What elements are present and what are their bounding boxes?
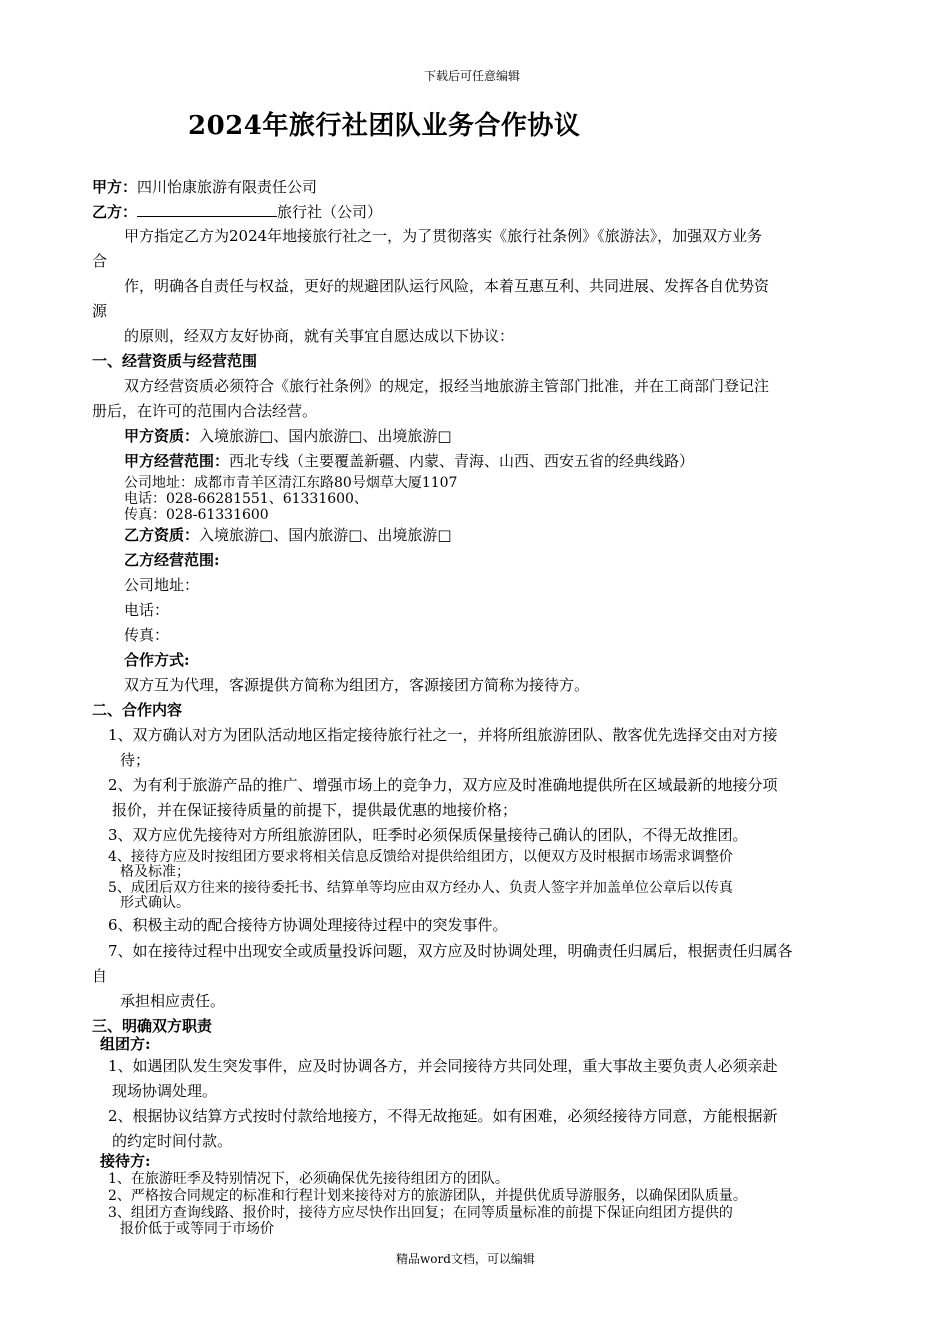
party-a-line (92, 176, 317, 197)
section2-item: 3、双方应优先接待对方所组旅游团队，旺季时必须保质保量接待己确认的团队，不得无故推团。 (108, 826, 748, 844)
b-qualification-value: 入境旅游□、国内旅游□、出境旅游□ (199, 526, 452, 544)
organizer-item: 的约定时间付款。 (112, 1132, 233, 1150)
document-title: 2024年旅行社团队业务合作协议 (188, 111, 581, 141)
section1-para: 册后，在许可的范围内合法经营。 (92, 402, 318, 420)
a-scope (124, 450, 694, 471)
intro-line: 作，明确各自责任与权益，更好的规避团队运行风险，本着互惠互利、共同进展、发挥各自优势资 (124, 277, 770, 295)
b-scope-label: 乙方经营范围: (124, 551, 220, 569)
intro-line: 甲方指定乙方为2024年地接旅行社之一，为了贯彻落实《旅行社条例》《旅游法》，加强双方业务 (124, 227, 763, 245)
section2-item: 1、双方确认对方为团队活动地区指定接待旅行社之一，并将所组旅游团队、散客优先选择交由对方接 (108, 726, 778, 744)
section2-item: 5、成团后双方往来的接待委托书、结算单等均应由双方经办人、负责人签字并加盖单位公章后以传真 (108, 880, 733, 896)
a-phone: 电话：028-66281551、61331600、 (124, 491, 368, 507)
receiver-item: 1、在旅游旺季及特别情况下，必须确保优先接待组团方的团队。 (108, 1171, 509, 1187)
section2-item: 4、接待方应及时按组团方要求将相关信息反馈给对提供给组团方，以便双方及时根据市场需求调整价 (108, 849, 733, 865)
section2-item: 7、如在接待过程中出现安全或质量投诉问题，双方应及时协调处理，明确责任归属后，根据责任归属各 (108, 942, 793, 960)
a-address: 公司地址：成都市青羊区清江东路80号烟草大厦1107 (124, 475, 458, 491)
intro-line: 的原则，经双方友好协商，就有关事宜自愿达成以下协议： (124, 327, 515, 345)
section1-para: 双方经营资质必须符合《旅行社条例》的规定，报经当地旅游主管部门批准，并在工商部门登记注 (124, 377, 770, 395)
cooperation-label: 合作方式: (124, 651, 190, 669)
section2-item: 自 (92, 967, 108, 985)
party-b-line (92, 201, 382, 222)
b-phone: 电话： (124, 601, 170, 619)
b-fax: 传真： (124, 626, 170, 644)
section2-item: 形式确认。 (120, 895, 190, 911)
a-qualification-label: 甲方资质： (124, 427, 200, 445)
party-a-value: 四川怡康旅游有限责任公司 (137, 178, 318, 196)
organizer-label: 组团方: (100, 1035, 151, 1053)
section2-item: 承担相应责任。 (120, 992, 226, 1010)
receiver-label: 接待方: (100, 1152, 151, 1170)
section2-item: 6、积极主动的配合接待方协调处理接待过程中的突发事件。 (108, 916, 508, 934)
section3-heading: 三、明确双方职责 (92, 1017, 213, 1035)
intro-line: 合 (92, 252, 108, 270)
a-qualification (124, 425, 452, 446)
header-note: 下载后可任意编辑 (424, 69, 521, 83)
organizer-item: 2、根据协议结算方式按时付款给地接方，不得无故拖延。如有困难，必须经接待方同意，方能根据新 (108, 1107, 778, 1125)
organizer-item: 现场协调处理。 (112, 1082, 218, 1100)
footer-note: 精品word文档，可以编辑 (396, 1252, 535, 1266)
section2-item: 待； (120, 751, 151, 769)
a-scope-label: 甲方经营范围： (124, 452, 230, 470)
party-b-blank (137, 202, 277, 217)
organizer-item: 1、如遇团队发生突发事件，应及时协调各方，并会同接待方共同处理，重大事故主要负责人必须亲赴 (108, 1057, 778, 1075)
receiver-item: 3、组团方查询线路、报价时，接待方应尽快作出回复；在同等质量标准的前提下保证向组团方提供的 (108, 1205, 733, 1221)
section1-heading: 一、经营资质与经营范围 (92, 352, 258, 370)
b-qualification-label: 乙方资质： (124, 526, 200, 544)
party-a-label: 甲方： (92, 178, 138, 196)
receiver-item: 2、严格按合同规定的标准和行程计划来接待对方的旅游团队，并提供优质导游服务，以确保团队质量。 (108, 1188, 747, 1204)
section2-item: 2、为有利于旅游产品的推广、增强市场上的竞争力，双方应及时准确地提供所在区域最新的地接分项 (108, 776, 778, 794)
cooperation-text: 双方互为代理，客源提供方简称为组团方，客源接团方简称为接待方。 (124, 676, 590, 694)
a-scope-value: 西北专线（主要覆盖新疆、内蒙、青海、山西、西安五省的经典线路） (229, 452, 695, 470)
receiver-item: 报价低于或等同于市场价 (120, 1221, 274, 1237)
b-address: 公司地址： (124, 576, 200, 594)
intro-line: 源 (92, 302, 108, 320)
a-qualification-value: 入境旅游□、国内旅游□、出境旅游□ (199, 427, 452, 445)
b-qualification (124, 524, 452, 545)
a-fax: 传真：028-61331600 (124, 507, 269, 523)
party-b-label: 乙方： (92, 203, 138, 221)
section2-heading: 二、合作内容 (92, 701, 183, 719)
party-b-value: 旅行社（公司） (277, 203, 383, 221)
section2-item: 报价，并在保证接待质量的前提下，提供最优惠的地接价格； (112, 801, 518, 819)
section2-item: 格及标准； (120, 864, 190, 880)
